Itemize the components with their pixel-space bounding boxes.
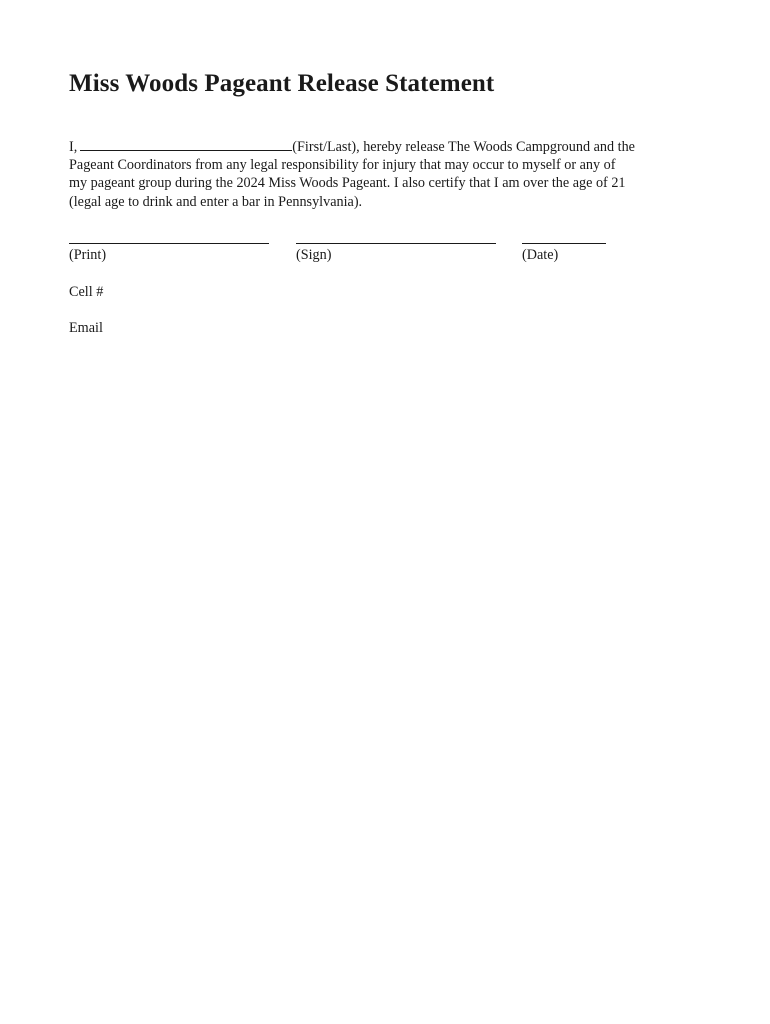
print-label: (Print) (69, 247, 107, 263)
document-title: Miss Woods Pageant Release Statement (69, 70, 495, 97)
paragraph-line-1 (69, 138, 709, 156)
paragraph-line-4: (legal age to drink and enter a bar in Pennsylvania). (69, 193, 363, 210)
sign-label: (Sign) (296, 247, 332, 263)
sign-signature-line[interactable] (296, 243, 496, 244)
paragraph-line-1-text: (First/Last), hereby release The Woods Campground and the (292, 139, 635, 155)
cell-label: Cell # (69, 284, 104, 300)
name-blank-line[interactable] (80, 138, 292, 151)
paragraph-line-3: my pageant group during the 2024 Miss Woods Pageant. I also certify that I am over the age of 21 (69, 175, 626, 192)
date-signature-line[interactable] (522, 243, 606, 244)
date-label: (Date) (522, 247, 559, 263)
print-signature-line[interactable] (69, 243, 269, 244)
paragraph-line-2: Pageant Coordinators from any legal responsibility for injury that may occur to myself or any of (69, 157, 616, 174)
paragraph-prefix: I, (69, 139, 78, 155)
release-paragraph (69, 138, 709, 211)
email-label: Email (69, 320, 103, 336)
